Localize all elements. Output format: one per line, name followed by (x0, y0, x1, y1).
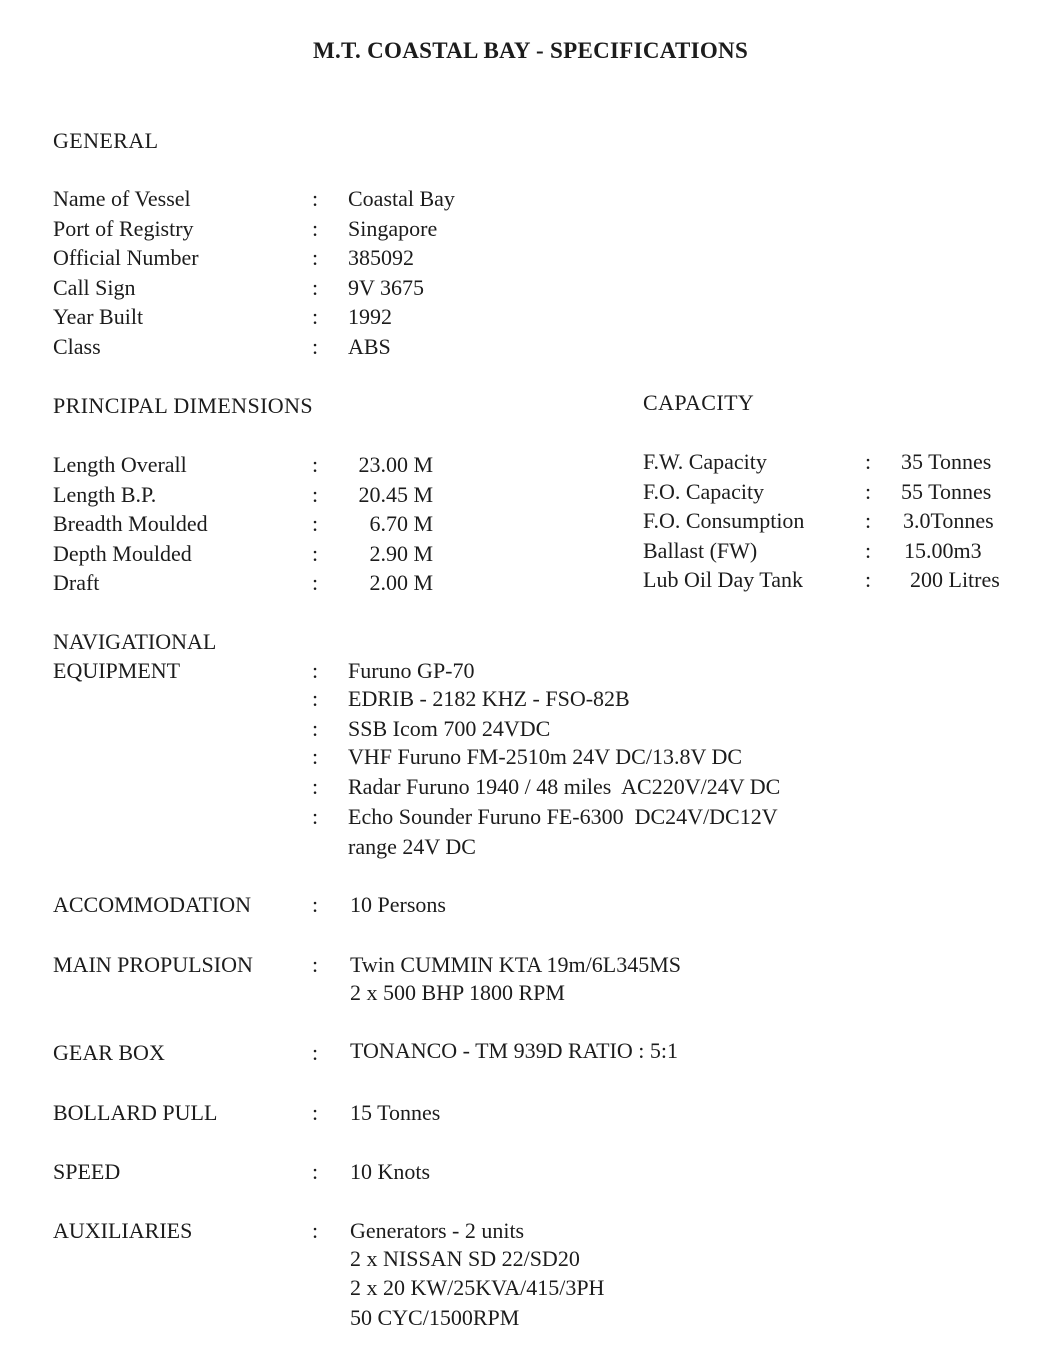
colon-separator: : (864, 479, 872, 504)
row-value: Twin CUMMIN KTA 19m/6L345MS (350, 952, 681, 977)
colon-separator: : (311, 658, 319, 683)
row-value: ABS (348, 334, 391, 359)
colon-separator: : (864, 449, 872, 474)
colon-separator: : (311, 1100, 319, 1125)
row-label: Call Sign (53, 275, 136, 300)
row-value: 55 Tonnes (901, 479, 992, 504)
row-value: 385092 (348, 245, 414, 270)
row-label: Breadth Moulded (53, 511, 208, 536)
row-label: Lub Oil Day Tank (643, 567, 803, 592)
row-value: 20.45 M (358, 482, 433, 507)
row-value: 2 x 500 BHP 1800 RPM (350, 980, 565, 1005)
row-value: 2 x NISSAN SD 22/SD20 (350, 1246, 580, 1271)
row-label: F.O. Consumption (643, 508, 805, 533)
row-value: 23.00 M (358, 452, 433, 477)
row-value: TONANCO - TM 939D RATIO : 5:1 (350, 1038, 678, 1063)
list-item: Furuno GP-70 (348, 658, 475, 683)
row-label: GEAR BOX (53, 1040, 165, 1065)
row-value: 2.00 M (369, 570, 433, 595)
row-value: 50 CYC/1500RPM (350, 1305, 520, 1330)
row-value: 10 Persons (350, 892, 446, 917)
colon-separator: : (311, 570, 319, 595)
navigational-label-line1: NAVIGATIONAL (53, 629, 217, 654)
row-value: 200 Litres (910, 567, 1000, 592)
list-item-continuation: range 24V DC (348, 834, 476, 859)
row-value: Singapore (348, 216, 438, 241)
colon-separator: : (311, 511, 319, 536)
row-label: Official Number (53, 245, 199, 270)
colon-separator: : (311, 334, 319, 359)
section-heading-capacity: CAPACITY (643, 390, 755, 415)
row-label: Year Built (53, 304, 144, 329)
colon-separator: : (311, 482, 319, 507)
colon-separator: : (311, 1159, 319, 1184)
row-value: 15.00m3 (904, 538, 982, 563)
list-item: SSB Icom 700 24VDC (348, 716, 551, 741)
colon-separator: : (311, 804, 319, 829)
list-item: Radar Furuno 1940 / 48 miles AC220V/24V DC (348, 774, 781, 799)
row-value: 9V 3675 (348, 275, 424, 300)
row-value: 3.0Tonnes (903, 508, 994, 533)
colon-separator: : (311, 452, 319, 477)
row-label: Length Overall (53, 452, 187, 477)
row-value: 6.70 M (369, 511, 433, 536)
row-label: SPEED (53, 1159, 121, 1184)
row-value: Generators - 2 units (350, 1218, 525, 1243)
colon-separator: : (311, 892, 319, 917)
document-title: M.T. COASTAL BAY - SPECIFICATIONS (313, 38, 749, 63)
colon-separator: : (311, 1218, 319, 1243)
colon-separator: : (311, 541, 319, 566)
colon-separator: : (311, 744, 319, 769)
colon-separator: : (311, 774, 319, 799)
list-item: Echo Sounder Furuno FE-6300 DC24V/DC12V (348, 804, 778, 829)
colon-separator: : (311, 275, 319, 300)
colon-separator: : (311, 245, 319, 270)
row-label: Name of Vessel (53, 186, 191, 211)
row-label: ACCOMMODATION (53, 892, 252, 917)
colon-separator: : (864, 567, 872, 592)
row-label: F.W. Capacity (643, 449, 767, 474)
row-value: 1992 (348, 304, 392, 329)
row-value: Coastal Bay (348, 186, 455, 211)
colon-separator: : (311, 216, 319, 241)
colon-separator: : (311, 952, 319, 977)
section-heading-general: GENERAL (53, 128, 159, 153)
list-item: VHF Furuno FM-2510m 24V DC/13.8V DC (348, 744, 743, 769)
colon-separator: : (864, 538, 872, 563)
row-value: 10 Knots (350, 1159, 431, 1184)
row-label: F.O. Capacity (643, 479, 765, 504)
section-heading-dimensions: PRINCIPAL DIMENSIONS (53, 393, 314, 418)
row-value: 2 x 20 KW/25KVA/415/3PH (350, 1275, 605, 1300)
row-label: Class (53, 334, 101, 359)
row-label: Draft (53, 570, 100, 595)
navigational-label-line2: EQUIPMENT (53, 658, 181, 683)
colon-separator: : (311, 186, 319, 211)
list-item: EDRIB - 2182 KHZ - FSO-82B (348, 686, 630, 711)
colon-separator: : (311, 686, 319, 711)
colon-separator: : (864, 508, 872, 533)
row-label: BOLLARD PULL (53, 1100, 218, 1125)
colon-separator: : (311, 1040, 319, 1065)
row-label: AUXILIARIES (53, 1218, 193, 1243)
row-label: MAIN PROPULSION (53, 952, 253, 977)
colon-separator: : (311, 304, 319, 329)
row-label: Ballast (FW) (643, 538, 758, 563)
row-label: Length B.P. (53, 482, 157, 507)
row-value: 35 Tonnes (901, 449, 992, 474)
colon-separator: : (311, 716, 319, 741)
row-label: Port of Registry (53, 216, 194, 241)
row-value: 2.90 M (369, 541, 433, 566)
row-value: 15 Tonnes (350, 1100, 441, 1125)
row-label: Depth Moulded (53, 541, 192, 566)
